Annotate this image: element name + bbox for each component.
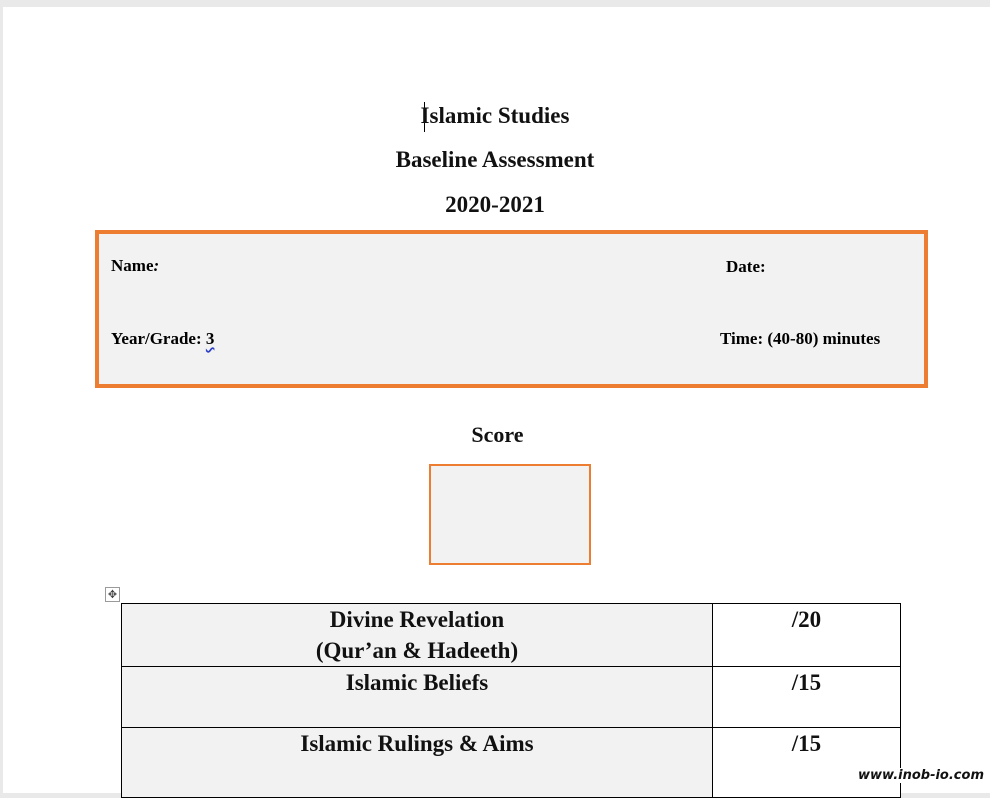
category-label: Islamic Rulings & Aims: [300, 731, 534, 756]
category-cell: [122, 728, 713, 798]
time-field-label: Time: (40-80) minutes: [720, 329, 881, 348]
name-label-colon: :: [153, 256, 160, 275]
grade-label: Year/Grade:: [111, 329, 202, 348]
watermark: www.inob-io.com: [855, 768, 987, 783]
document-year: 2020-2021: [445, 192, 545, 217]
grade-value: 3: [205, 329, 215, 348]
table-row: [122, 604, 901, 667]
score-table: [121, 603, 901, 798]
category-label-line2: (Qur’an & Hadeeth): [315, 638, 519, 663]
grade-field: [111, 329, 214, 349]
points-cell: /20: [713, 604, 901, 667]
student-info-box: [95, 230, 928, 388]
table-row: [122, 728, 901, 798]
category-cell: [122, 604, 713, 667]
table-row: [122, 667, 901, 728]
category-label: Islamic Beliefs: [345, 670, 489, 695]
name-label-text: Name: [111, 256, 154, 275]
category-cell: [122, 667, 713, 728]
document-title: Islamic Studies: [420, 103, 570, 128]
category-label: Divine Revelation: [329, 607, 505, 632]
points-cell: /15: [713, 667, 901, 728]
date-field-label: Date:: [726, 257, 766, 276]
document-subtitle: Baseline Assessment: [395, 147, 595, 172]
table-move-handle-icon[interactable]: ✥: [105, 587, 120, 602]
score-box[interactable]: [429, 464, 591, 565]
points-cell: /15: [713, 728, 901, 798]
score-heading: Score: [471, 422, 524, 447]
name-field-label: [111, 256, 159, 276]
